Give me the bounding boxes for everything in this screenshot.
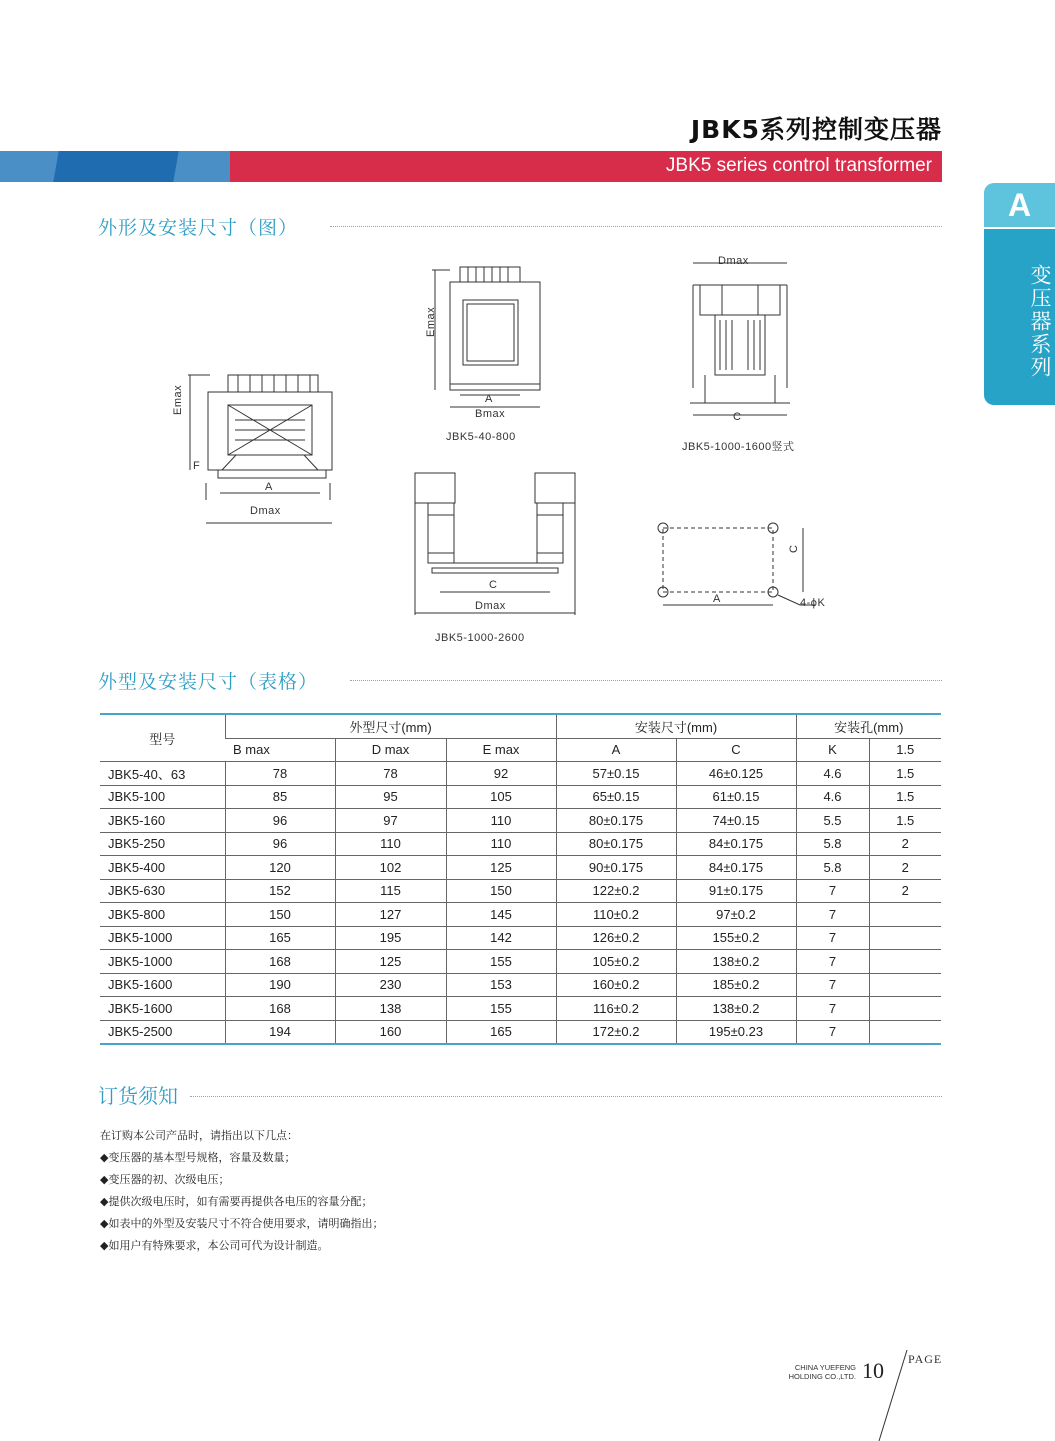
table-row <box>100 879 941 903</box>
caption-jbk5-1000-2600: JBK5-1000-2600 <box>435 632 525 644</box>
table-cell: 152 <box>225 879 335 903</box>
table-cell: 96 <box>225 809 335 833</box>
table-cell: 153 <box>446 973 556 997</box>
divider <box>330 226 942 227</box>
divider <box>190 1096 942 1097</box>
header-col-c: C <box>676 738 796 762</box>
header-hole: 安装孔(mm) <box>796 714 941 738</box>
table-row <box>100 997 941 1021</box>
footer-company-line2: HOLDING CO.,LTD. <box>788 1372 856 1381</box>
spec-table <box>100 713 941 1045</box>
order-list <box>100 1125 383 1257</box>
table-cell: 150 <box>446 879 556 903</box>
side-tab-label: 变压器系列 <box>984 229 1055 405</box>
table-cell: 110 <box>335 832 446 856</box>
caption-jbk5-40-800: JBK5-40-800 <box>446 431 516 443</box>
table-cell: 78 <box>335 762 446 786</box>
table-cell: 127 <box>335 903 446 927</box>
footer-company-line1: CHINA YUEFENG <box>794 1363 856 1372</box>
header-install: 安装尺寸(mm) <box>556 714 796 738</box>
dim-c-3: C <box>788 544 800 553</box>
table-row <box>100 926 941 950</box>
table-cell: 142 <box>446 926 556 950</box>
table-cell: 150 <box>225 903 335 927</box>
technical-drawings <box>160 255 860 655</box>
order-title: 订货须知 <box>98 1084 178 1108</box>
table-cell <box>869 950 941 974</box>
table-cell <box>869 903 941 927</box>
header-band <box>0 151 942 182</box>
table-cell: 155±0.2 <box>676 926 796 950</box>
header-col-bmax: B max <box>225 738 335 762</box>
order-item: ◆提供次级电压时，如有需要再提供各电压的容量分配； <box>100 1195 373 1208</box>
header-model: 型号 <box>100 714 225 762</box>
table-cell: 155 <box>446 997 556 1021</box>
table-cell-model: JBK5-250 <box>100 832 225 856</box>
dim-a-2: A <box>485 393 493 405</box>
table-cell: 2 <box>869 832 941 856</box>
table-cell: 1.5 <box>869 762 941 786</box>
table-cell-model: JBK5-1000 <box>100 950 225 974</box>
header-outline: 外型尺寸(mm) <box>225 714 556 738</box>
table-cell: 96 <box>225 832 335 856</box>
spec-table-body <box>100 762 941 1045</box>
table-cell: 185±0.2 <box>676 973 796 997</box>
table-cell: 95 <box>335 785 446 809</box>
table-row <box>100 785 941 809</box>
table-cell-model: JBK5-40、63 <box>100 762 225 786</box>
table-cell: 78 <box>225 762 335 786</box>
table-cell: 97 <box>335 809 446 833</box>
table-cell: 7 <box>796 997 869 1021</box>
table-cell: 5.8 <box>796 856 869 880</box>
table-cell-model: JBK5-1600 <box>100 997 225 1021</box>
table-cell <box>869 926 941 950</box>
table-row <box>100 762 941 786</box>
table-cell <box>869 997 941 1021</box>
table-cell: 230 <box>335 973 446 997</box>
footer-company <box>750 1363 856 1381</box>
page-subtitle: JBK5 series control transformer <box>665 155 932 176</box>
mounting-hole-circles <box>658 523 815 605</box>
table-cell <box>869 1020 941 1044</box>
table-row <box>100 832 941 856</box>
table-cell: 102 <box>335 856 446 880</box>
dim-a-1: A <box>265 481 273 493</box>
order-item: ◆如表中的外型及安装尺寸不符合使用要求，请明确指出； <box>100 1217 384 1230</box>
table-cell: 116±0.2 <box>556 997 676 1021</box>
section-drawings-title: 外形及安装尺寸（图） <box>98 217 299 239</box>
table-cell: 120 <box>225 856 335 880</box>
table-row <box>100 973 941 997</box>
table-cell <box>869 973 941 997</box>
header-col-k: K <box>796 738 869 762</box>
table-cell: 160 <box>335 1020 446 1044</box>
table-cell: 74±0.15 <box>676 809 796 833</box>
table-cell: 80±0.175 <box>556 809 676 833</box>
table-cell: 1.5 <box>869 785 941 809</box>
dim-dmax-2: Dmax <box>718 255 749 267</box>
drawing-upright-view <box>690 263 790 415</box>
table-cell: 122±0.2 <box>556 879 676 903</box>
drawings-area <box>160 255 860 655</box>
table-cell: 7 <box>796 926 869 950</box>
table-cell: 105±0.2 <box>556 950 676 974</box>
header-col-extra: 1.5 <box>869 738 941 762</box>
caption-jbk5-1000-1600: JBK5-1000-1600竖式 <box>682 441 795 453</box>
section-table-title: 外型及安装尺寸（表格） <box>98 671 319 693</box>
table-cell: 7 <box>796 973 869 997</box>
table-cell: 138±0.2 <box>676 997 796 1021</box>
table-cell: 168 <box>225 950 335 974</box>
table-row <box>100 809 941 833</box>
order-intro: 在订购本公司产品时，请指出以下几点： <box>100 1129 298 1142</box>
table-cell-model: JBK5-630 <box>100 879 225 903</box>
table-cell: 194 <box>225 1020 335 1044</box>
table-cell-model: JBK5-800 <box>100 903 225 927</box>
table-cell: 7 <box>796 879 869 903</box>
table-cell-model: JBK5-2500 <box>100 1020 225 1044</box>
table-cell: 145 <box>446 903 556 927</box>
dim-emax-2: Emax <box>425 306 437 337</box>
side-tab-letter: A <box>984 183 1055 227</box>
table-cell: 125 <box>335 950 446 974</box>
table-cell-model: JBK5-400 <box>100 856 225 880</box>
dim-c-1: C <box>733 411 742 423</box>
dim-bmax: Bmax <box>475 408 506 420</box>
table-cell: 126±0.2 <box>556 926 676 950</box>
table-cell: 84±0.175 <box>676 832 796 856</box>
dim-dmax-3: Dmax <box>475 600 506 612</box>
table-cell: 172±0.2 <box>556 1020 676 1044</box>
table-cell: 91±0.175 <box>676 879 796 903</box>
drawing-front-view <box>188 375 332 523</box>
table-cell: 65±0.15 <box>556 785 676 809</box>
order-item: ◆变压器的基本型号规格，容量及数量； <box>100 1151 296 1164</box>
drawing-wide-view <box>415 473 575 615</box>
dim-f: F <box>193 460 201 472</box>
table-cell: 165 <box>446 1020 556 1044</box>
table-cell: 92 <box>446 762 556 786</box>
page-label: PAGE <box>908 1352 943 1366</box>
table-cell: 46±0.125 <box>676 762 796 786</box>
table-cell: 160±0.2 <box>556 973 676 997</box>
table-cell: 7 <box>796 950 869 974</box>
dim-c-2: C <box>489 579 498 591</box>
table-cell: 5.8 <box>796 832 869 856</box>
table-cell-model: JBK5-100 <box>100 785 225 809</box>
table-row <box>100 1020 941 1044</box>
header-col-dmax: D max <box>335 738 446 762</box>
table-cell-model: JBK5-1600 <box>100 973 225 997</box>
table-cell: 125 <box>446 856 556 880</box>
table-cell: 57±0.15 <box>556 762 676 786</box>
drawing-side-view <box>432 267 540 407</box>
drawing-mounting-holes <box>663 528 773 592</box>
table-cell: 168 <box>225 997 335 1021</box>
page-number: 10 <box>862 1358 884 1383</box>
header-col-emax: E max <box>446 738 556 762</box>
table-cell: 110 <box>446 809 556 833</box>
table-cell: 110 <box>446 832 556 856</box>
table-row <box>100 856 941 880</box>
divider <box>350 680 942 681</box>
order-item: ◆如用户有特殊要求，本公司可代为设计制造。 <box>100 1239 329 1252</box>
table-cell: 5.5 <box>796 809 869 833</box>
header-col-a: A <box>556 738 676 762</box>
table-cell-model: JBK5-1000 <box>100 926 225 950</box>
order-item: ◆变压器的初、次级电压； <box>100 1173 230 1186</box>
dim-a-3: A <box>713 593 721 605</box>
page-title: JBK5系列控制变压器 <box>690 115 942 144</box>
table-cell-model: JBK5-160 <box>100 809 225 833</box>
table-cell: 84±0.175 <box>676 856 796 880</box>
table-cell: 2 <box>869 879 941 903</box>
table-cell: 195 <box>335 926 446 950</box>
table-cell: 138±0.2 <box>676 950 796 974</box>
table-cell: 165 <box>225 926 335 950</box>
table-cell: 61±0.15 <box>676 785 796 809</box>
table-cell: 7 <box>796 1020 869 1044</box>
table-cell: 1.5 <box>869 809 941 833</box>
side-tab[interactable] <box>984 183 1055 405</box>
table-cell: 2 <box>869 856 941 880</box>
dim-k: 4-ϕK <box>800 597 826 609</box>
table-cell: 138 <box>335 997 446 1021</box>
dim-emax-1: Emax <box>172 384 184 415</box>
table-cell: 105 <box>446 785 556 809</box>
dim-dmax-1: Dmax <box>250 505 281 517</box>
table-cell: 190 <box>225 973 335 997</box>
table-cell: 195±0.23 <box>676 1020 796 1044</box>
table-row <box>100 950 941 974</box>
table-cell: 85 <box>225 785 335 809</box>
table-cell: 97±0.2 <box>676 903 796 927</box>
table-cell: 7 <box>796 903 869 927</box>
table-cell: 155 <box>446 950 556 974</box>
table-cell: 4.6 <box>796 762 869 786</box>
table-cell: 80±0.175 <box>556 832 676 856</box>
table-cell: 90±0.175 <box>556 856 676 880</box>
table-cell: 115 <box>335 879 446 903</box>
table-cell: 4.6 <box>796 785 869 809</box>
table-row <box>100 903 941 927</box>
table-cell: 110±0.2 <box>556 903 676 927</box>
